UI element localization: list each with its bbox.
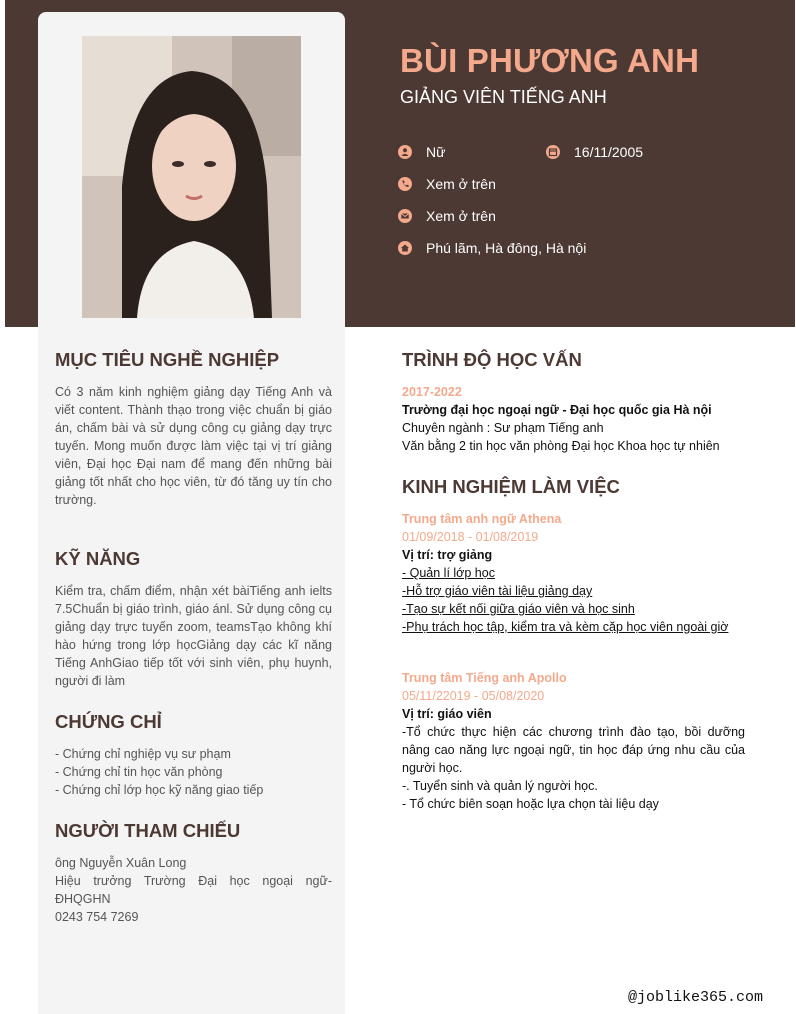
job-position: Vị trí: trợ giảng bbox=[402, 548, 493, 562]
job-duty: - Tổ chức biên soạn hoặc lựa chọn tài liệu dạy bbox=[402, 797, 659, 811]
education-school: Trường đại học ngoại ngữ - Đại học quốc gia Hà nội bbox=[402, 403, 712, 417]
job-duty: -Tạo sự kết nối giữa giáo viên và học sinh bbox=[402, 602, 635, 616]
info-birthdate bbox=[546, 144, 643, 160]
person-icon bbox=[398, 145, 412, 159]
certificates-title: CHỨNG CHỈ bbox=[55, 711, 162, 732]
email-value: Xem ở trên bbox=[426, 208, 496, 224]
phone-value: Xem ở trên bbox=[426, 176, 496, 192]
phone-icon bbox=[398, 177, 412, 191]
certificates-list bbox=[55, 745, 332, 799]
reference-block bbox=[55, 854, 332, 926]
info-gender bbox=[398, 144, 445, 160]
reference-title: NGƯỜI THAM CHIẾU bbox=[55, 820, 241, 841]
job-athena bbox=[402, 510, 747, 636]
education-extra: Văn bằng 2 tin học văn phòng Đại học Khoa học tự nhiên bbox=[402, 439, 720, 453]
job-title: GIẢNG VIÊN TIẾNG ANH bbox=[400, 87, 607, 107]
home-icon bbox=[398, 241, 412, 255]
reference-name: ông Nguyễn Xuân Long bbox=[55, 856, 187, 870]
job-duty: - Quản lí lớp học bbox=[402, 566, 495, 580]
job-company: Trung tâm Tiếng anh Apollo bbox=[402, 671, 567, 685]
job-dates: 05/11/22019 - 05/08/2020 bbox=[402, 689, 545, 703]
job-position: Vị trí: giáo viên bbox=[402, 707, 492, 721]
info-phone bbox=[398, 176, 496, 192]
certificate-item: - Chứng chỉ lớp học kỹ năng giao tiếp bbox=[55, 783, 264, 797]
info-email bbox=[398, 208, 496, 224]
reference-position: Hiệu trưởng Trường Đại học ngoại ngữ- ĐHQGHN bbox=[55, 874, 332, 906]
birthdate-value: 16/11/2005 bbox=[574, 144, 644, 160]
job-apollo bbox=[402, 669, 745, 813]
job-duty: -. Tuyển sinh và quản lý người học. bbox=[402, 779, 598, 793]
site-watermark: @joblike365.com bbox=[628, 989, 764, 1006]
education-block bbox=[402, 383, 747, 455]
experience-title: KINH NGHIỆM LÀM VIỆC bbox=[402, 476, 620, 497]
job-duty: -Hỗ trợ giáo viên tài liệu giảng dạy bbox=[402, 584, 593, 598]
job-duty: -Tổ chức thực hiện các chương trình đào tạo, bồi dưỡng nâng cao năng lực ngoại ngữ, tin học đáp ứng nhu cầu của người học. bbox=[402, 725, 745, 775]
skills-text: Kiểm tra, chấm điểm, nhận xét bàiTiếng anh ielts 7.5Chuẩn bị giáo trình, giáo ánl. Sử dụng công cụ giảng dạy trực tuyến zoom, teamsTạo không khí hào hứng trong lớp họcGiảng dạy các kĩ năng Tiếng AnhGiao tiếp tốt với sinh viên, phụ huynh, người đi làm bbox=[55, 584, 332, 688]
job-dates: 01/09/2018 - 01/08/2019 bbox=[402, 530, 539, 544]
profile-photo bbox=[82, 36, 301, 318]
education-major: Chuyên ngành : Sư phạm Tiếng anh bbox=[402, 421, 604, 435]
address-value: Phú lãm, Hà đông, Hà nội bbox=[426, 240, 587, 256]
job-duty: -Phụ trách học tập, kiểm tra và kèm cặp học viên ngoài giờ bbox=[402, 620, 729, 634]
certificate-item: - Chứng chỉ nghiệp vụ sư phạm bbox=[55, 747, 231, 761]
calendar-icon bbox=[546, 145, 560, 159]
gender-value: Nữ bbox=[426, 144, 446, 160]
email-icon bbox=[398, 209, 412, 223]
info-address bbox=[398, 240, 586, 256]
candidate-name: BÙI PHƯƠNG ANH bbox=[400, 42, 700, 79]
education-years: 2017-2022 bbox=[402, 385, 462, 399]
skills-title: KỸ NĂNG bbox=[55, 548, 141, 569]
reference-phone: 0243 754 7269 bbox=[55, 910, 139, 924]
objective-text: Có 3 năm kinh nghiệm giảng dạy Tiếng Anh và viết content. Thành thạo trong việc chuẩn bị giáo án, chấm bài và sử dụng công cụ giảng dạy trực tuyến. Mong muốn được làm việc tại vị trí giảng viên, Đại học Đại nam để mang đến những bài giảng tốt nhất cho học viên, từ đó tăng uy tín cho trường. bbox=[55, 385, 332, 507]
certificate-item: - Chứng chỉ tin học văn phòng bbox=[55, 765, 223, 779]
education-title: TRÌNH ĐỘ HỌC VẤN bbox=[402, 349, 582, 370]
job-company: Trung tâm anh ngữ Athena bbox=[402, 512, 562, 526]
objective-title: MỤC TIÊU NGHỀ NGHIỆP bbox=[55, 349, 280, 370]
